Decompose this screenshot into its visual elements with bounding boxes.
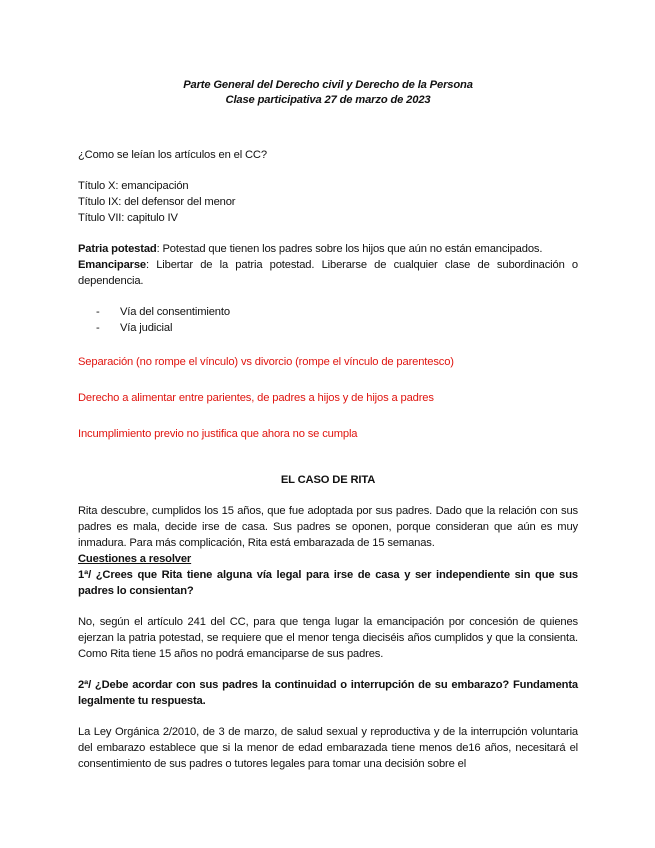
term-patria: Patria potestad [78, 243, 157, 255]
title-item: Título X: emancipación [78, 180, 189, 192]
definitions [78, 241, 578, 289]
questions-heading: Cuestiones a resolver [78, 553, 192, 565]
bullet-item: - Vía del consentimiento [96, 306, 230, 318]
document-header [78, 78, 578, 108]
red-note: Derecho a alimentar entre parientes, de padres a hijos y de hijos a padres [78, 392, 434, 404]
red-note: Separación (no rompe el vínculo) vs divorcio (rompe el vínculo de parentesco) [78, 356, 454, 368]
text-patria: : Potestad que tienen los padres sobre los hijos que aún no están emancipados. [156, 243, 543, 255]
header-title: Parte General del Derecho civil y Derecho de la Persona [183, 79, 473, 91]
title-item: Título VII: capitulo IV [78, 212, 178, 224]
case-title: EL CASO DE RITA [280, 474, 376, 486]
case-description: Rita descubre, cumplidos los 15 años, que fue adoptada por sus padres. Dado que la relación con sus padres es mala, decide irse de casa. Sus padres se oponen, porque consideran que aún es muy inmadura. Para más complicación, Rita está embarazada de 15 semanas. [78, 505, 578, 549]
document-page [78, 78, 578, 772]
question-2: 2ª/ ¿Debe acordar con sus padres la continuidad o interrupción de su embarazo? Fundamenta legalmente tu respuesta. [78, 679, 578, 707]
definition-emanciparse [78, 257, 578, 289]
title-item: Título IX: del defensor del menor [78, 196, 236, 208]
term-emanciparse: Emanciparse [78, 259, 146, 271]
titles-list [78, 178, 578, 226]
header-subtitle: Clase participativa 27 de marzo de 2023 [225, 94, 431, 106]
answer-2: La Ley Orgánica 2/2010, de 3 de marzo, de salud sexual y reproductiva y de la interrupción voluntaria del embarazo establece que si la menor de edad embarazada tiene menos de16 años, necesitará el consentimiento de sus padres o tutores legales para tomar una decisión sobre el [78, 726, 578, 770]
bullet-list [78, 304, 578, 336]
answer-1: No, según el artículo 241 del CC, para que tenga lugar la emancipación por concesión de quienes ejerzan la patria potestad, se requiere que el menor tenga dieciséis años cumplidos y que la consienta. Como Rita tiene 15 años no podrá emanciparse de sus padres. [78, 616, 578, 660]
red-note: Incumplimiento previo no justifica que ahora no se cumpla [78, 428, 358, 440]
bullet-item: - Vía judicial [96, 322, 173, 334]
question-cc: ¿Como se leían los artículos en el CC? [78, 149, 267, 161]
question-1: 1ª/ ¿Crees que Rita tiene alguna vía legal para irse de casa y ser independiente sin que sus padres lo consientan? [78, 569, 578, 597]
definition-patria [78, 241, 578, 257]
text-emanciparse: : Libertar de la patria potestad. Liberarse de cualquier clase de subordinación o dependencia. [78, 259, 578, 287]
